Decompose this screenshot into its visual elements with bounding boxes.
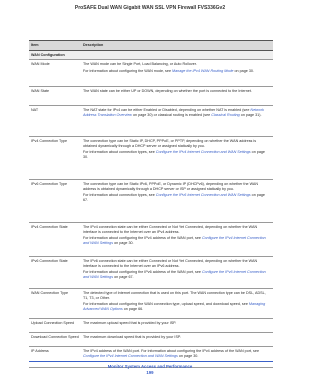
footer-chapter-title: Monitor System Access and Performance (107, 364, 193, 369)
cross-reference-link[interactable]: Manage the IPv4 WAN Routing Mode (172, 68, 234, 73)
description-reference (83, 193, 271, 202)
item-cell: WAN Connection Type (31, 291, 69, 296)
table-row (29, 180, 273, 223)
description-text: The connection type can be Static IPv6, PPPoE, or Dynamic IP (DHCPv6), depending on whether the WAN address is obtained dynamically through a DHCP server or ISP or assigned statically by you. (83, 182, 259, 192)
description-cell (81, 319, 273, 332)
description-reference (83, 69, 271, 74)
item-cell: IPv6 Connection Type (31, 182, 68, 187)
reference-page: on page 66. (122, 307, 144, 312)
reference-page: on page 67. (113, 275, 134, 280)
description-text: The maximum upload speed that is provided by your ISP. (83, 321, 177, 326)
item-cell: IPv6 Connection State (31, 259, 68, 264)
description-text: The WAN mode can be Single Port, Load Balancing, or Auto Rollover. (83, 62, 197, 67)
document-header-title: ProSAFE Dual WAN Gigabit WAN SSL VPN Firewall FVS336Gv2 (74, 5, 226, 11)
description-reference (83, 302, 271, 311)
table-row (29, 87, 273, 106)
description-text-part: on page 30) or classical routing is enabled (see (131, 113, 212, 118)
cross-reference-link[interactable]: Configure the IPv4 Internet Connection and WAN Settings (83, 236, 266, 246)
item-cell: IP Address (31, 349, 49, 354)
table-row (29, 137, 273, 180)
reference-page: on page 30. (113, 241, 134, 246)
cross-reference-link[interactable]: Network Address Translation Overview (83, 108, 264, 118)
item-cell: IPv4 Connection Type (31, 139, 68, 144)
item-cell: Download Connection Speed (31, 335, 79, 340)
reference-page: on page 30. (83, 150, 265, 160)
description-cell (81, 289, 273, 318)
description-text: The IPv6 connection state can be either Connected or Not Yet Connected, depending on whether the WAN interface is connected to the Internet over an IPv6 address. (83, 259, 258, 269)
description-text: The detected type of Internet connection that is used on this port. The WAN connection type can be DSL, ADSL, T1, T3, or Other. (83, 291, 266, 301)
description-text: The WAN state can be either UP or DOWN, depending on whether the port is connected to the Internet. (83, 89, 252, 94)
description-cell (81, 60, 273, 86)
item-cell: WAN State (31, 89, 50, 94)
section-row-wan-configuration (29, 51, 273, 61)
table-row (29, 289, 273, 319)
cross-reference-link[interactable]: Configure the IPv6 Internet Connection and WAN Settings (155, 193, 251, 198)
table-row (29, 106, 273, 137)
cross-reference-link[interactable]: Classical Routing (211, 113, 240, 118)
reference-text: For information about configuring the IPv6 address of the WAN port, see (83, 270, 202, 275)
description-cell (81, 333, 273, 346)
cross-reference-link[interactable]: Configure the IPv4 Internet Connection and WAN Settings (155, 150, 251, 155)
column-header-item: Item (31, 43, 39, 47)
description-cell (81, 87, 273, 105)
cross-reference-link[interactable]: Configure the IPv4 Internet Connection and WAN Settings (83, 354, 178, 359)
item-cell: Upload Connection Speed (31, 321, 75, 326)
description-cell (81, 257, 273, 288)
description-text: The IPv4 connection state can be either Connected or Not Yet Connected, depending on whether the WAN interface is connected to the Internet over an IPv4 address. (83, 225, 258, 235)
item-cell: NAT (31, 108, 39, 113)
reference-text: For information about configuring the WAN connection type, upload speed, and download speed, see (83, 302, 249, 307)
table-row (29, 223, 273, 257)
item-cell: WAN Mode (31, 62, 50, 67)
description-cell (81, 106, 273, 136)
reference-text: For information about configuring the WAN mode, see (83, 68, 173, 73)
table-header-row (29, 41, 273, 51)
cross-reference-link[interactable]: Managing Advanced WAN Options (83, 302, 266, 312)
description-text (83, 108, 271, 117)
reference-text: For information about connection types, see (83, 193, 156, 198)
reference-page: on page 30. (233, 68, 254, 73)
description-cell (81, 180, 273, 222)
column-header-description: Description (83, 43, 104, 47)
description-reference (83, 270, 271, 279)
description-text-part: The IPv4 address of the WAN port. For information about configuring the IPv4 address of the WAN port, see (83, 349, 259, 354)
item-cell: IPv4 Connection State (31, 225, 68, 230)
reference-page: on page 67. (83, 193, 265, 203)
reference-text: For information about configuring the IPv4 address of the WAN port, see (83, 236, 202, 241)
description-text (83, 349, 271, 358)
description-text-part: on page 31). (239, 113, 262, 118)
table-row (29, 257, 273, 289)
description-reference (83, 150, 271, 159)
description-cell (81, 137, 273, 179)
footer-divider (29, 361, 273, 362)
table-row (29, 333, 273, 347)
cross-reference-link[interactable]: Configure the IPv6 Internet Connection and WAN Settings (83, 270, 266, 280)
wan-config-table (29, 40, 273, 368)
description-text: The connection type can be Static IP, DHCP, PPPoE, or PPTP, depending on whether the WAN address is obtained dynamically through a DHCP server or assigned statically by you. (83, 139, 257, 149)
description-text-part: on page 30. (177, 354, 199, 359)
description-text: The maximum download speed that is provided by your ISP. (83, 335, 181, 340)
description-reference (83, 236, 271, 245)
reference-text: For information about connection types, see (83, 150, 156, 155)
description-text-part: The NAT state for IPv4 can be either Enabled or Disabled, depending on whether NAT is enabled (see (83, 108, 251, 113)
page-number: 199 (146, 370, 154, 375)
section-label: WAN Configuration (31, 52, 65, 57)
description-cell (81, 223, 273, 256)
table-row (29, 60, 273, 87)
table-row (29, 319, 273, 333)
